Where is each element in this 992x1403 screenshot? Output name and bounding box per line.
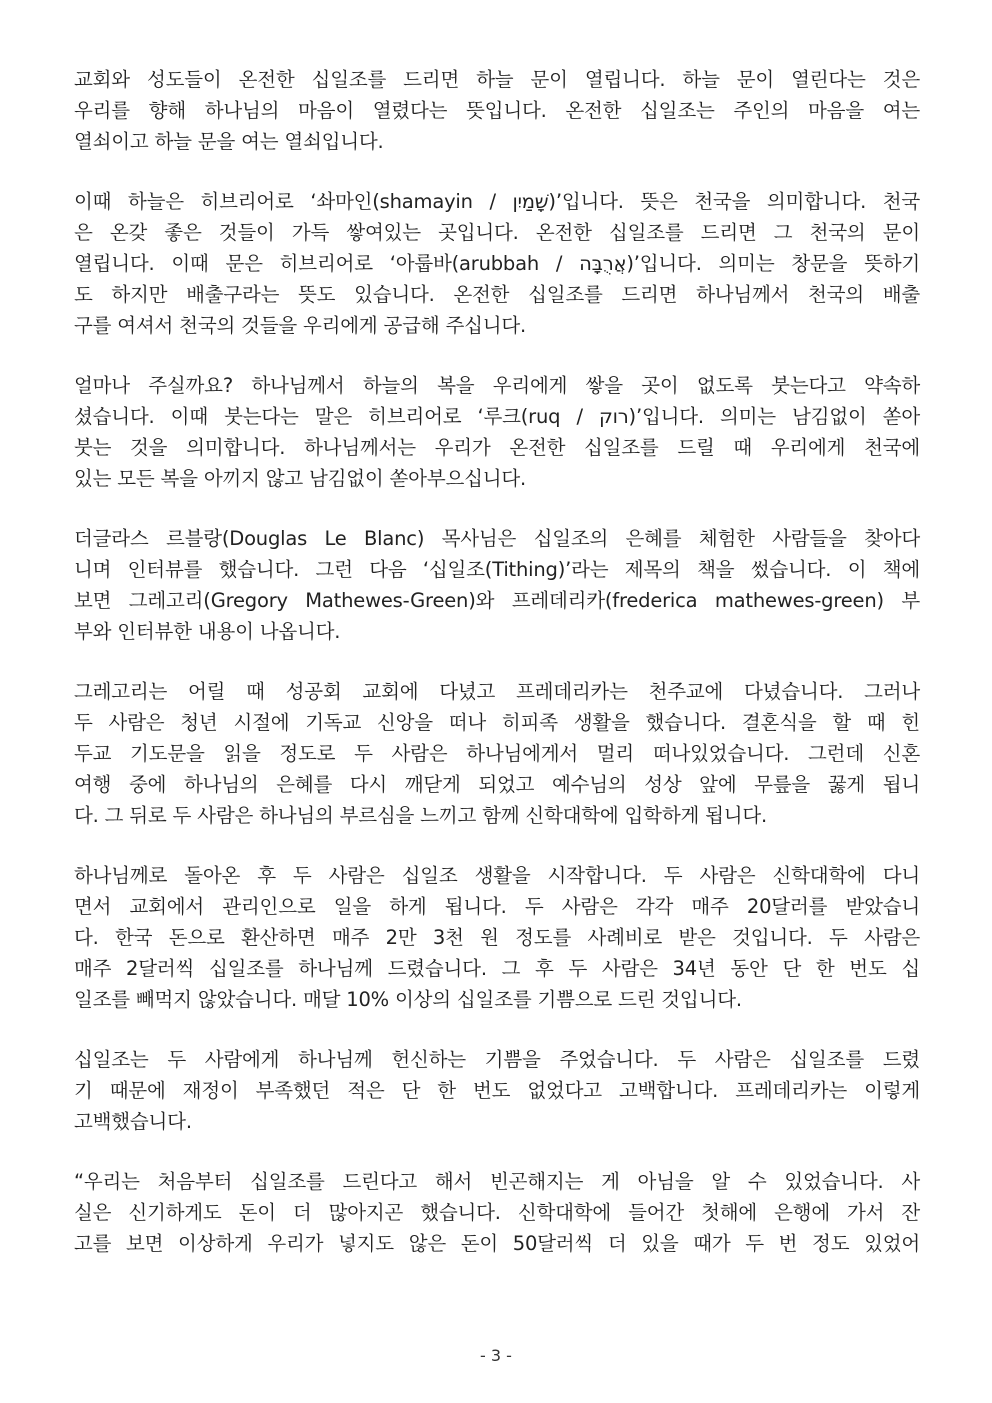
text-line: 두교 기도문을 읽을 정도로 두 사람은 하나님에게서 멀리 떠나있었습니다. 그런데 신혼 [74, 742, 920, 765]
paragraph [74, 186, 920, 341]
paragraph [74, 860, 920, 1015]
text-line: 두 사람은 청년 시절에 기독교 신앙을 떠나 히피족 생활을 했습니다. 결혼식을 할 때 힌 [74, 711, 920, 734]
text-line: 부와 인터뷰한 내용이 나옵니다. [74, 620, 341, 643]
text-line: 더글라스 르블랑(Douglas Le Blanc) 목사님은 십일조의 은혜를 체험한 사람들을 찾아다 [74, 527, 920, 550]
text-line: 여행 중에 하나님의 은혜를 다시 깨닫게 되었고 예수님의 성상 앞에 무릎을 꿇게 됩니 [74, 773, 920, 796]
text-line: 하나님께로 돌아온 후 두 사람은 십일조 생활을 시작합니다. 두 사람은 신학대학에 다니 [74, 864, 920, 887]
text-line: 십일조는 두 사람에게 하나님께 헌신하는 기쁨을 주었습니다. 두 사람은 십일조를 드렸 [74, 1048, 920, 1071]
text-line: 이때 하늘은 히브리어로 ‘솨마인(shamayin / שָׁמַיִן)’입니다. 뜻은 천국을 의미합니다. 천국 [74, 190, 921, 213]
text-line: 있는 모든 복을 아끼지 않고 남김없이 쏟아부으십니다. [74, 467, 527, 490]
text-line: 열립니다. 이때 문은 히브리어로 ‘아룹바(arubbah / אֲרֻבָּה)’입니다. 의미는 창문을 뜻하기 [74, 252, 920, 275]
text-line: 그레고리는 어릴 때 성공회 교회에 다녔고 프레데리카는 천주교에 다녔습니다. 그러나 [74, 680, 920, 703]
text-line: 교회와 성도들이 온전한 십일조를 드리면 하늘 문이 열립니다. 하늘 문이 열린다는 것은 [74, 68, 920, 91]
paragraph [74, 676, 920, 831]
text-line: 기 때문에 재정이 부족했던 적은 단 한 번도 없었다고 고백합니다. 프레데리카는 이렇게 [74, 1079, 920, 1102]
text-line: 구를 여셔서 천국의 것들을 우리에게 공급해 주십니다. [74, 314, 527, 337]
text-line: 매주 2달러씩 십일조를 하나님께 드렸습니다. 그 후 두 사람은 34년 동안 단 한 번도 십 [74, 957, 920, 980]
text-line: 고를 보면 이상하게 우리가 넣지도 않은 돈이 50달러씩 더 있을 때가 두 번 정도 있었어 [74, 1232, 920, 1255]
text-line: 다. 한국 돈으로 환산하면 매주 2만 3천 원 정도를 사례비로 받은 것입니다. 두 사람은 [74, 926, 920, 949]
text-line: 은 온갖 좋은 것들이 가득 쌓여있는 곳입니다. 온전한 십일조를 드리면 그 천국의 문이 [74, 221, 920, 244]
text-line: 면서 교회에서 관리인으로 일을 하게 됩니다. 두 사람은 각각 매주 20달러를 받았습니 [74, 895, 920, 918]
text-line: 열쇠이고 하늘 문을 여는 열쇠입니다. [74, 130, 384, 153]
text-line: “우리는 처음부터 십일조를 드린다고 해서 빈곤해지는 게 아님을 알 수 있었습니다. 사 [74, 1170, 920, 1193]
paragraph [74, 370, 920, 494]
text-line: 우리를 향해 하나님의 마음이 열렸다는 뜻입니다. 온전한 십일조는 주인의 마음을 여는 [74, 99, 920, 122]
paragraph [74, 1044, 920, 1137]
text-line: 보면 그레고리(Gregory Mathewes-Green)와 프레데리카(frederica mathewes-green) 부 [74, 589, 920, 612]
text-line: 다. 그 뒤로 두 사람은 하나님의 부르심을 느끼고 함께 신학대학에 입학하게 됩니다. [74, 804, 768, 827]
text-line: 일조를 빼먹지 않았습니다. 매달 10% 이상의 십일조를 기쁨으로 드린 것입니다. [74, 988, 742, 1011]
text-line: 셨습니다. 이때 붓는다는 말은 히브리어로 ‘루크(ruq / רוק)’입니다. 의미는 남김없이 쏟아 [74, 405, 920, 428]
text-line: 도 하지만 배출구라는 뜻도 있습니다. 온전한 십일조를 드리면 하나님께서 천국의 배출 [74, 283, 920, 306]
text-line: 고백했습니다. [74, 1110, 192, 1133]
document-body [74, 64, 920, 1288]
page-number: - 3 - [480, 1346, 512, 1365]
text-line: 얼마나 주실까요? 하나님께서 하늘의 복을 우리에게 쌓을 곳이 없도록 붓는다고 약속하 [74, 374, 920, 397]
text-line: 니며 인터뷰를 했습니다. 그런 다음 ‘십일조(Tithing)’라는 제목의 책을 썼습니다. 이 책에 [74, 558, 920, 581]
text-line: 붓는 것을 의미합니다. 하나님께서는 우리가 온전한 십일조를 드릴 때 우리에게 천국에 [74, 436, 920, 459]
paragraph [74, 523, 920, 647]
paragraph [74, 1166, 920, 1259]
paragraph [74, 64, 920, 157]
text-line: 실은 신기하게도 돈이 더 많아지곤 했습니다. 신학대학에 들어간 첫해에 은행에 가서 잔 [74, 1201, 920, 1224]
